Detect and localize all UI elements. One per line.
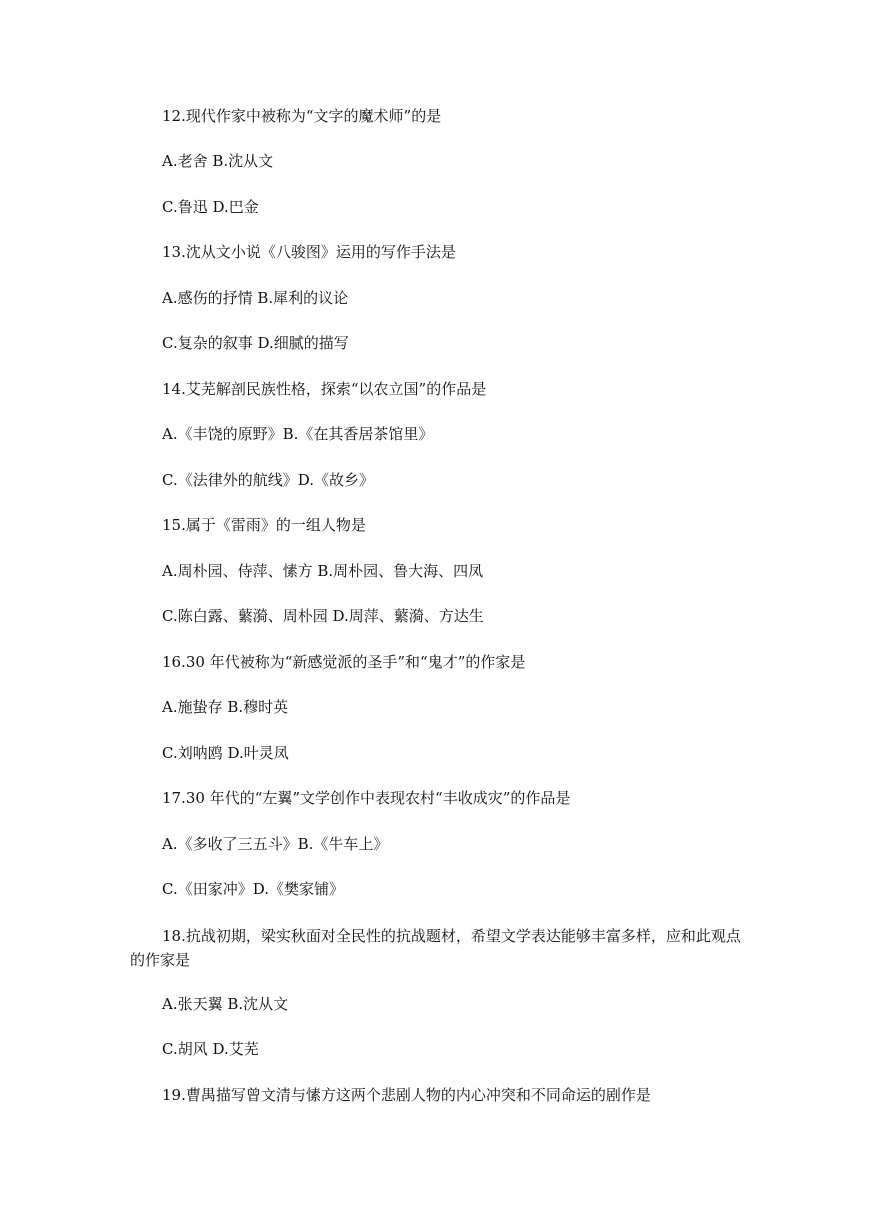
question-12-options-ab: A.老舍 B.沈从文 [162,152,274,170]
question-14-options-cd: C.《法律外的航线》D.《故乡》 [162,471,374,489]
question-18: 18.抗战初期，梁实秋面对全民性的抗战题材，希望文学表达能够丰富多样，应和此观点的作家是 [130,927,741,969]
question-13-options-ab: A.感伤的抒情 B.犀利的议论 [162,289,349,307]
question-16-options-ab: A.施蛰存 B.穆时英 [162,698,289,716]
question-12-options-cd: C.鲁迅 D.巴金 [162,198,259,216]
question-18-options-cd: C.胡风 D.艾芜 [162,1040,259,1058]
question-14-options-ab: A.《丰饶的原野》B.《在其香居茶馆里》 [162,425,434,443]
question-14: 14.艾芜解剖民族性格，探索“以农立国”的作品是 [162,380,487,398]
question-15-options-ab: A.周朴园、侍萍、愫方 B.周朴园、鲁大海、四凤 [162,562,484,580]
question-18-options-ab: A.张天翼 B.沈从文 [162,995,289,1013]
question-17: 17.30 年代的“左翼”文学创作中表现农村“丰收成灾”的作品是 [162,789,571,807]
question-17-options-ab: A.《多收了三五斗》B.《牛车上》 [162,835,389,853]
question-13-options-cd: C.复杂的叙事 D.细腻的描写 [162,334,349,352]
question-17-options-cd: C.《田家冲》D.《樊家铺》 [162,880,344,898]
question-15: 15.属于《雷雨》的一组人物是 [162,516,366,534]
question-15-options-cd: C.陈白露、蘩漪、周朴园 D.周萍、蘩漪、方达生 [162,607,484,625]
question-12: 12.现代作家中被称为“文字的魔术师”的是 [162,107,442,125]
question-13: 13.沈从文小说《八骏图》运用的写作手法是 [162,243,456,261]
question-16-options-cd: C.刘呐鸥 D.叶灵凤 [162,744,289,762]
question-19: 19.曹禺描写曾文清与愫方这两个悲剧人物的内心冲突和不同命运的剧作是 [162,1086,651,1104]
question-16: 16.30 年代被称为“新感觉派的圣手”和“鬼才”的作家是 [162,653,526,671]
